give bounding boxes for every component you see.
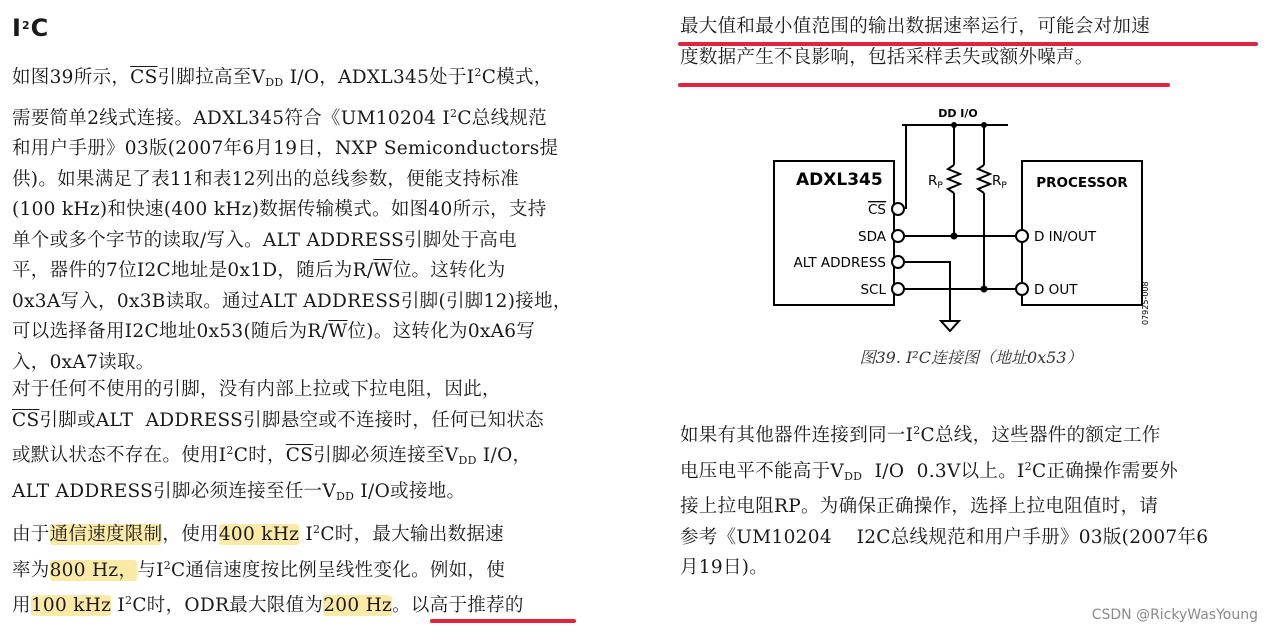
highlight: 200 Hz — [323, 595, 393, 616]
red-underline — [678, 83, 1170, 87]
paragraph-pullup: 如果有其他器件连接到同一$I^2C$总线，这些器件的额定工作 电压电平不能高于$V_{DD}$ I/O 0.3V以上。$I^2C$正确操作需要外 接上拉电阻RP。为确保正确操作，选择上拉电阻值时，请 参考《UM10204 I2C总线规范和用户手册》03版(2007年6 月19日)。 — [680, 424, 1209, 578]
i2c-connection-diagram — [676, 95, 1266, 340]
pin-sda: SDA — [858, 229, 886, 245]
section-heading: $I^2C$ — [12, 14, 50, 42]
red-underline — [430, 619, 576, 623]
figure-code: 07925-008 — [1141, 281, 1150, 325]
highlight: 通信速度限制 — [49, 524, 163, 545]
pin-d-inout: D IN/OUT — [1034, 229, 1097, 245]
paragraph-continued: 最大值和最小值范围的输出数据速率运行，可能会对加速 度数据产生不良影响，包括采样丢失或额外噪声。 — [680, 16, 1151, 68]
highlight: 800 Hz， — [49, 559, 138, 581]
pin-cs: CS — [868, 202, 886, 218]
pin-scl: SCL — [860, 282, 886, 298]
paragraph-speed-limit: 由于通信速度限制，使用400 kHz $I^2C$时，最大输出数据速 率为800 Hz，与$I^2C$通信速度按比例呈线性变化。例如，使 用100 kHz $I^2C$时，ODR最大限值为200 Hz。以高于推荐的 — [12, 523, 524, 616]
pin-d-out: D OUT — [1034, 282, 1078, 298]
pin-alt-address: ALT ADDRESS — [793, 255, 886, 271]
figure-caption: 图39. I²C连接图（地址0x53） — [859, 348, 1083, 367]
watermark: CSDN @RickyWasYoung — [1091, 607, 1258, 623]
vdd-label: DD I/O — [938, 107, 978, 120]
highlight: 100 kHz — [30, 595, 112, 616]
chip-name: ADXL345 — [796, 170, 883, 190]
paragraph-unused-pins: 对于任何不使用的引脚，没有内部上拉或下拉电阻，因此， $\overline{CS}$引脚或ALT ADDRESS引脚悬空或不连接时，任何已知状态 或默认状态不存在。使用$I^2C$时，$\overline{CS}$引脚必须连接至$V_{DD}$ I/O， ALT ADDRESS引脚必须连接至任一$V_{DD}$ I/O或接地。 — [12, 379, 544, 503]
red-underline — [678, 42, 1258, 46]
resistor-label: $R_P$ — [928, 173, 943, 191]
paragraph-i2c-mode: 如图39所示，$\overline{CS}$引脚拉高至$V_{DD}$ I/O，ADXL345处于$I^2C$模式， 需要简单2线式连接。ADXL345符合《UM10204 $I^2C$总线规范 和用户手册》03版(2007年6月19日，NXP Semiconductors提 供)。如果满足了表11和表12列出的总线参数，便能支持标准 (100 kHz)和快速(400 kHz)数据传输模式。如图40所示，支持 单个或多个字节的读取/写入。ALT ADDRESS引脚处于高电 平，器件的7位I2C地址是0x1D，随后为$R/\overline{W}$位。这转化为 0x3A写入，0x3B读取。通过ALT ADDRESS引脚(引脚12)接地， 可以选择备用I2C地址0x53(随后为$R/\overline{W}$位)。这转化为0xA6写 入，0xA7读取。 — [12, 66, 572, 373]
processor-label: PROCESSOR — [1036, 175, 1128, 191]
highlight: 400 kHz — [218, 524, 300, 545]
resistor-label: $R_P$ — [992, 173, 1007, 191]
